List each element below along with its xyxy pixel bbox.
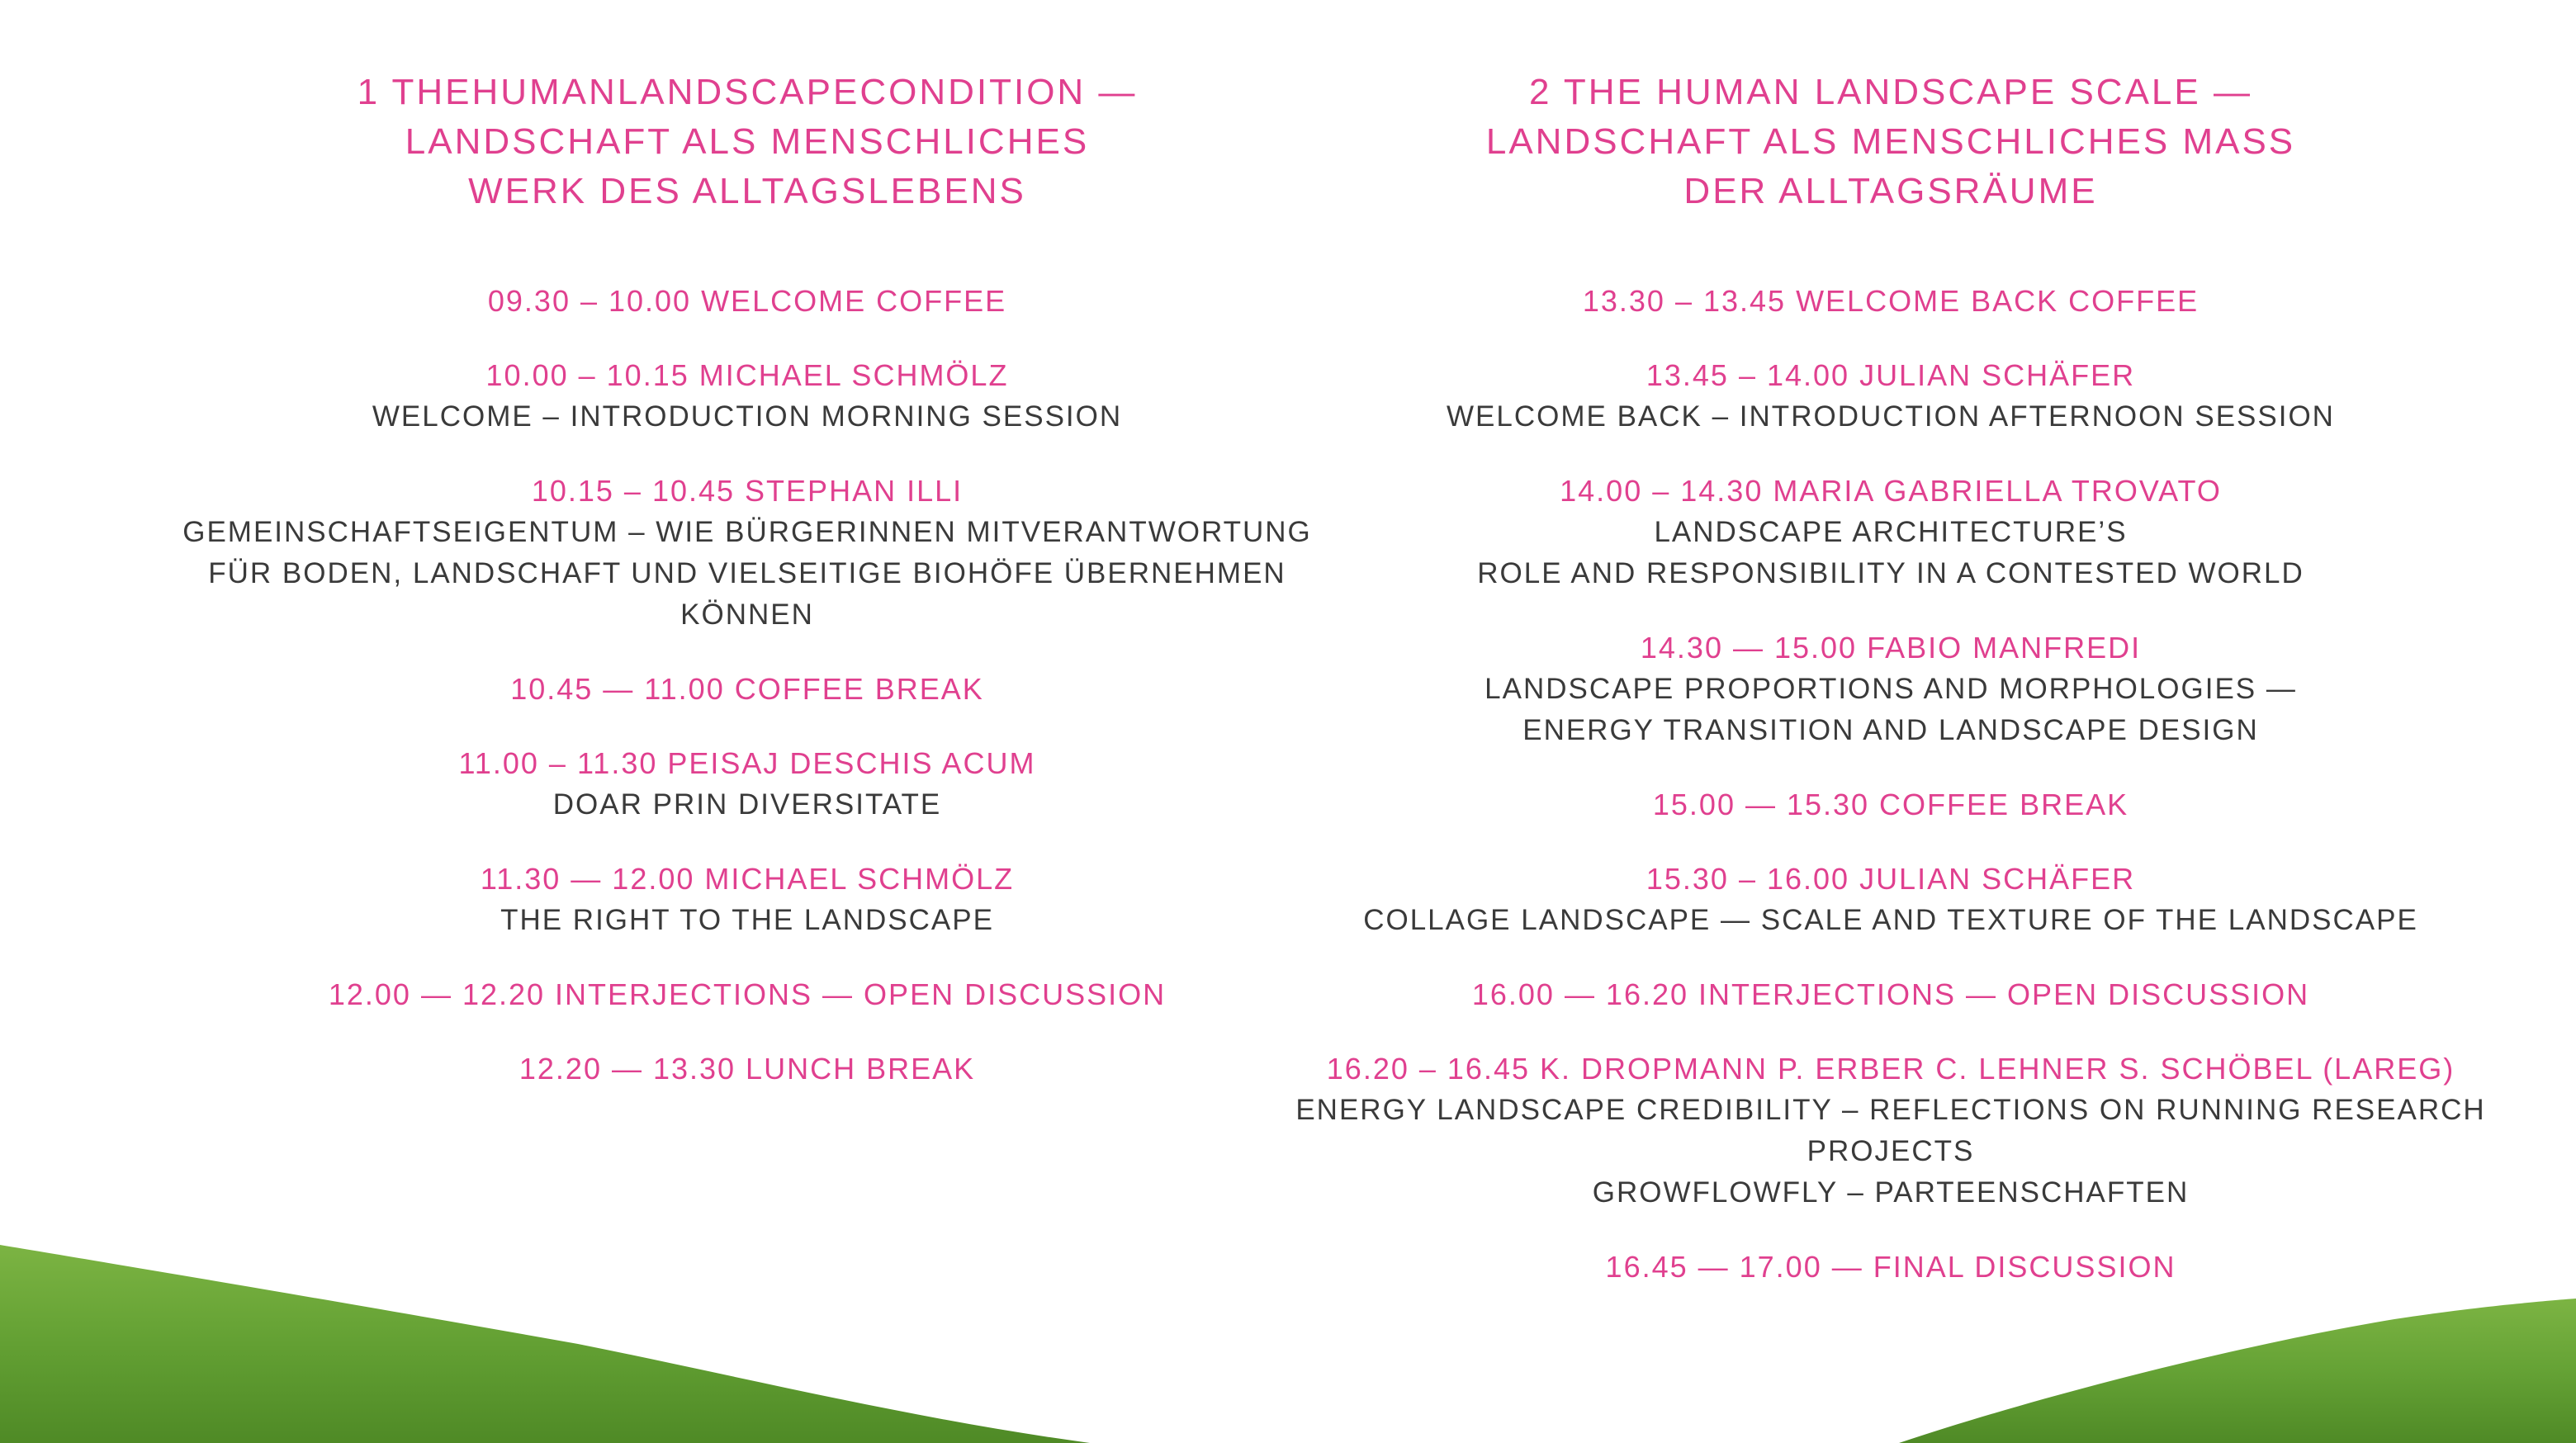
schedule-entry: [165, 974, 1329, 1015]
entry-time: 10.15 – 10.45 STEPHAN ILLI: [531, 474, 964, 508]
afternoon-session-heading: [1263, 68, 2518, 216]
schedule-entry: [1263, 355, 2518, 438]
schedule-entry: [165, 669, 1329, 710]
entry-description: ROLE AND RESPONSIBILITY IN A CONTESTED WORLD: [1477, 557, 2304, 589]
schedule-entry: [165, 1048, 1329, 1090]
entry-description: THE RIGHT TO THE LANDSCAPE: [500, 904, 994, 936]
entry-time: 10.45 — 11.00 COFFEE BREAK: [510, 672, 984, 706]
schedule-entry: [1263, 627, 2518, 751]
entry-time: 16.00 — 16.20 INTERJECTIONS — OPEN DISCUSSION: [1471, 977, 2310, 1011]
entry-time: 10.00 – 10.15 MICHAEL SCHMÖLZ: [485, 358, 1009, 392]
entry-time: 13.30 – 13.45 WELCOME BACK COFFEE: [1582, 284, 2200, 318]
morning-session-heading: [165, 68, 1329, 216]
schedule-entry: [165, 471, 1329, 636]
entry-description: GEMEINSCHAFTSEIGENTUM – WIE BÜRGERINNEN MITVERANTWORTUNG: [182, 516, 1312, 548]
entry-time: 16.45 — 17.00 — FINAL DISCUSSION: [1605, 1250, 2176, 1284]
schedule-entry: [165, 281, 1329, 322]
entry-description: COLLAGE LANDSCAPE — SCALE AND TEXTURE OF THE LANDSCAPE: [1363, 904, 2418, 936]
entry-time: 15.30 – 16.00 JULIAN SCHÄFER: [1646, 862, 2136, 896]
entry-description: LANDSCAPE PROPORTIONS AND MORPHOLOGIES —: [1485, 673, 2297, 705]
entry-description: WELCOME – INTRODUCTION MORNING SESSION: [372, 400, 1123, 433]
entry-description: ENERGY LANDSCAPE CREDIBILITY – REFLECTIONS ON RUNNING RESEARCH PROJECTS: [1295, 1094, 2486, 1167]
entry-time: 14.00 – 14.30 MARIA GABRIELLA TROVATO: [1560, 474, 2222, 508]
entry-time: 14.30 — 15.00 FABIO MANFREDI: [1640, 631, 2142, 665]
entry-description: LANDSCAPE ARCHITECTURE’S: [1654, 516, 2128, 548]
schedule-entry: [1263, 1048, 2518, 1214]
heading-line: WERK DES ALLTAGSLEBENS: [468, 171, 1026, 211]
schedule-entry: [1263, 784, 2518, 826]
entry-description: DOAR PRIN DIVERSITATE: [552, 788, 942, 821]
schedule-entry: [1263, 859, 2518, 941]
entry-time: 15.00 — 15.30 COFFEE BREAK: [1652, 788, 2129, 821]
afternoon-session-column: [1263, 68, 2518, 1321]
entry-time: 11.30 — 12.00 MICHAEL SCHMÖLZ: [480, 862, 1015, 896]
morning-session-column: [165, 68, 1329, 1123]
schedule-entry: [1263, 1247, 2518, 1288]
heading-line: DER ALLTAGSRÄUME: [1683, 171, 2098, 211]
entry-description: FÜR BODEN, LANDSCHAFT UND VIELSEITIGE BIOHÖFE ÜBERNEHMEN KÖNNEN: [208, 557, 1286, 631]
entry-description: ENERGY TRANSITION AND LANDSCAPE DESIGN: [1522, 714, 2259, 746]
schedule-entry: [1263, 471, 2518, 594]
entry-time: 16.20 – 16.45 K. DROPMANN P. ERBER C. LEHNER S. SCHÖBEL (LAREG): [1326, 1052, 2455, 1086]
entry-description: GROWFLOWFLY – PARTEENSCHAFTEN: [1592, 1176, 2190, 1209]
heading-line: LANDSCHAFT ALS MENSCHLICHES: [405, 121, 1090, 162]
schedule-entry: [1263, 281, 2518, 322]
entry-time: 11.00 – 11.30 PEISAJ DESCHIS ACUM: [458, 746, 1036, 780]
entry-time: 12.00 — 12.20 INTERJECTIONS — OPEN DISCUSSION: [328, 977, 1167, 1011]
heading-line: 2 THE HUMAN LANDSCAPE SCALE —: [1529, 72, 2252, 112]
entry-description: WELCOME BACK – INTRODUCTION AFTERNOON SESSION: [1447, 400, 2335, 433]
schedule-entry: [1263, 974, 2518, 1015]
heading-line: 1 THEHUMANLANDSCAPECONDITION —: [357, 72, 1138, 112]
schedule-entry: [165, 743, 1329, 826]
entry-time: 13.45 – 14.00 JULIAN SCHÄFER: [1646, 358, 2136, 392]
heading-line: LANDSCHAFT ALS MENSCHLICHES MASS: [1485, 121, 2296, 162]
schedule-entry: [165, 355, 1329, 438]
grass-hill-left: [0, 1204, 1090, 1443]
entry-time: 09.30 – 10.00 WELCOME COFFEE: [487, 284, 1007, 318]
entry-time: 12.20 — 13.30 LUNCH BREAK: [519, 1052, 976, 1086]
schedule-entry: [165, 859, 1329, 941]
